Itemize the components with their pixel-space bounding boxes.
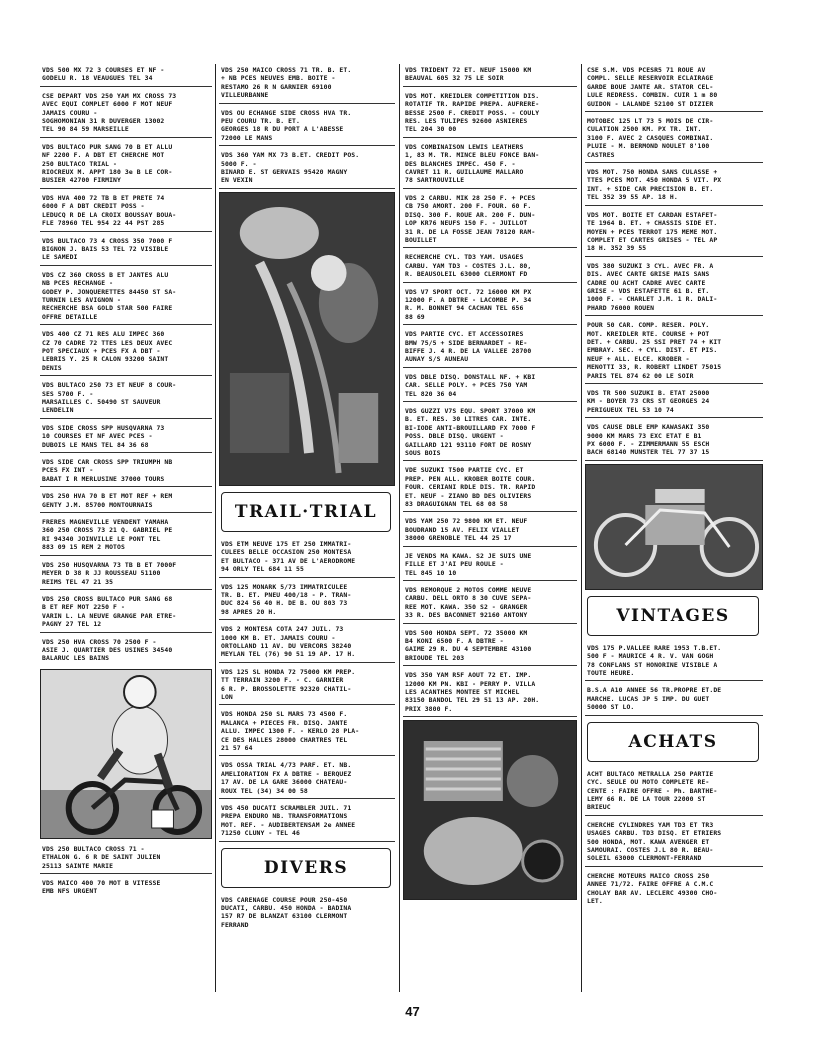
classified-ad: VDS 2 MONTESA COTA 247 JUIL. 73 1000 KM B. ET. JAMAIS COURU - ORTOLLAND 11 AV. DU VERCORS 38240 MEYLAN TEL (76) 90 51 19 AP. 17 H.	[219, 623, 395, 663]
classified-ad: VDS HVA 400 72 TB B ET PRETE 74 6000 F A DBT CREDIT POSS - LEDUCQ R DE LA CROIX BOUSSAY BOUA- FLE 78960 TEL 954 22 44 PST 285	[40, 192, 212, 232]
classified-ad: B.S.A A10 ANNEE 56 TR.PROPRE ET.DE MARCHE. LUCAS JP 5 IMP. DU GUET 50000 ST LO.	[585, 684, 763, 715]
classified-ad: VDE SUZUKI T500 PARTIE CYC. ET PREP. PEN ALL. KROBER BOITE COUR. FOUR. CERIANI RDLE DIS. TR. RAPID ET. NEUF - ZIANO BD DES OLIVIERS 83 DRAGUIGNAN TEL 68 08 58	[403, 464, 577, 512]
column-2	[219, 64, 395, 992]
classified-ad: VDS GUZZI V7S EQU. SPORT 37000 KM B. ET. RES. 30 LITRES CAR. INTE. BI-IODE ANTI-BROUILLARD FX 7000 F POSS. DBLE DISQ. URGENT - GAILLARD 121 93110 FORT DE ROSNY SOUS BOIS	[403, 405, 577, 461]
classified-ad: FRERES MAGNEVILLE VENDENT YAMAHA 360 250 CROSS 73 21 Q. GABRIEL PE RI 94340 JOINVILLE LE PONT TEL 883 09 15 REM 2 MOTOS	[40, 516, 212, 556]
column-divider	[581, 64, 582, 992]
classified-ad: VDS DBLE DISQ. DONSTALL NF. + KBI CAR. SELLE POLY. + PCES 750 YAM TEL 820 36 04	[403, 371, 577, 402]
classified-ad: VDS 250 HVA 70 B ET MOT REF + REM GENTY J.M. 85700 MONTOURNAIS	[40, 490, 212, 513]
section-heading-vintages	[587, 596, 759, 636]
column-divider	[215, 64, 216, 992]
classified-ad: VDS MAICO 400 70 MOT B VITESSE EMB NFS URGENT	[42, 878, 161, 896]
classified-ad: VDS 450 DUCATI SCRAMBLER JUIL. 71 PREPA ENDURO NB. TRANSFORMATIONS MOT. REF. - AUDIBERTENSAM 2e ANNEE 71250 CLUNY - TEL 46	[219, 802, 395, 842]
classified-ad: VDS OSSA TRIAL 4/73 PARF. ET. NB. AMELIORATION FX A DBTRE - BERQUEZ 17 AV. DE LA GARE 36000 CHATEAU- ROUX TEL (34) 34 00 58	[219, 759, 395, 799]
classified-ad: VDS YAM 250 72 9800 KM ET. NEUF BOUDRAND 15 AV. FELIX VIALLET 38000 GRENOBLE TEL 44 25 17	[403, 515, 577, 546]
classified-ad: CHERCHE MOTEURS MAICO CROSS 250 ANNEE 71/72. FAIRE OFFRE A C.M.C CHOLAY BAR AV. LECLERC 49300 CHO- LET.	[587, 871, 718, 905]
classified-ad: VDS BULTACO 73 4 CROSS 350 7000 F BIGNON J. BAIS 53 TEL 72 VISIBLE LE SAMEDI	[40, 235, 212, 266]
page-number: 47	[405, 1004, 420, 1019]
column-3	[403, 64, 577, 992]
classified-ad: VDS BULTACO 250 73 ET NEUF 8 COUR- SES 5700 F. - MARSAILLES C. 50490 ST SAUVEUR LENDELIN	[40, 379, 212, 419]
classified-ad: VDS TRIDENT 72 ET. NEUF 15000 KM BEAUVAL 605 32 75 LE SOIR	[403, 64, 577, 87]
classified-ad: VDS PARTIE CYC. ET ACCESSOIRES BMW 75/5 + SIDE BERNARDET - RE- BIFFE J. 4 R. DE LA VALLEE 28700 AUNAY S/S AUNEAU	[403, 328, 577, 368]
classified-ad: VDS HONDA 250 SL MARS 73 4500 F. MALANCA + PIECES FR. DISQ. JANTE ALLU. IMPEC 1300 F. - KERLO 28 PLA- CE DES HALLES 28000 CHARTRES TEL 21 57 64	[219, 708, 395, 756]
classified-ad: POUR 50 CAR. COMP. RESER. POLY. MOT. KREIDLER RTE. COURSE + POT DET. + CARBU. 25 SSI PRET 74 + KIT EMBRAY. SEC. + CYL. DIST. ET PIS. NEUF + ALL. ELCE. KROBER - MENOTTI 33, R. ROBERT LINDET 75015 PARIS TEL 874 62 00 LE SOIR	[585, 319, 763, 384]
classified-ad: VDS 400 CZ 71 RES ALU IMPEC 360 CZ 70 CADRE 72 TTES LES DEUX AVEC POT SPECIAUX + PCES FX A DBT - LEBRIS Y. 25 R CALON 93200 SAINT DENIS	[40, 328, 212, 376]
motorcycle-engine-photo	[219, 192, 395, 486]
classified-ad: VDS MOT. BOITE ET CARDAN ESTAFET- TE 1964 B. ET. + CHASSIS SIDE ET. MOYEN + PCES TERROT 175 MEME MOT. COMPLET ET CARTES GRISES - TEL AP 18 H. 352 39 55	[585, 209, 763, 257]
classified-ad: CHERCHE CYLINDRES YAM TD3 ET TR3 USAGES CARBU. TD3 DISQ. ET ETRIERS 500 HONDA, MOT. KAWA AVENGER ET SAMOURAI. COSTES J.L 80 R. BEAU- SOLEIL 63000 CLERMONT-FERRAND	[585, 819, 763, 867]
column-divider	[399, 64, 400, 992]
engine-closeup-photo	[403, 720, 577, 900]
classified-ad: VDS ETM NEUVE 175 ET 250 IMMATRI- CULEES BELLE OCCASION 250 MONTESA ET BULTACO - 371 AV DE L'AERODROME 94 ORLY TEL 684 11 55	[219, 538, 395, 578]
column-1	[40, 64, 212, 992]
classified-ad: VDS OU ECHANGE SIDE CROSS HVA TR. PEU COURU TR. B. ET. GEORGES 18 R DU PORT A L'ABESSE 72000 LE MANS	[219, 107, 395, 147]
classified-ad: VDS CAUSE DBLE EMP KAWASAKI 350 9000 KM MARS 73 EXC ETAT E B1 PX 6000 F. - ZIMMERMANN 55 ESCH BACH 68140 MUNSTER TEL 77 37 15	[585, 421, 763, 461]
section-title: ACHATS	[628, 731, 718, 752]
classified-ad: VDS MOT. KREIDLER COMPETITION DIS. ROTATIF TR. RAPIDE PREPA. AUFRERE- BESSE 2500 F. CREDIT POSS. - COULY RES. LES TULIPES 92600 ASNIERES TEL 204 30 00	[403, 90, 577, 138]
section-heading-trail-trial	[221, 492, 391, 532]
column-4	[585, 64, 763, 992]
classified-ad: VDS 125 MONARK 5/73 IMMATRICULEE TR. B. ET. PNEU 400/18 - P. TRAN- DUC 824 56 40 H. DE B. OU 803 73 98 APRES 20 H.	[219, 581, 395, 621]
classified-ad: MOTOBEC 125 LT 73 5 MOIS DE CIR- CULATION 2500 KM. PX TR. INT. 3100 F. AVEC 2 CASQUES COMBINAI. PLUIE - M. BERMOND NOULET 8'100 CASTRES	[585, 115, 763, 163]
classified-ad: VDS 2 CARBU. MIK 28 250 F. + PCES CB 750 AMORT. 200 F. FOUR. 60 F. DISQ. 300 F. ROUE AR. 200 F. DUN- LOP KR76 NEUFS 150 F. - JUILLOT 31 R. DE LA FOSSE JEAN 78120 RAM- BOUILLET	[403, 192, 577, 248]
section-heading-achats	[587, 722, 759, 762]
photo-caption: VDS 250 BULTACO CROSS 71 - ETHALON G. 6 R DE SAINT JULIEN 25113 SAINTE MARIE	[40, 843, 212, 874]
classified-ad: VDS CARENAGE COURSE POUR 250-450 DUCATI, CARBU. 450 HONDA - BADINA 157 R7 DE BLANZAT 63100 CLERMONT FERRAND	[221, 895, 352, 929]
classified-ad: VDS 500 MX 72 3 COURSES ET NF - GODELU R. 18 VEAUGUES TEL 34	[40, 64, 212, 87]
classified-ad: VDS COMBINAISON LEWIS LEATHERS 1, 83 M. TR. MINCE BLEU FONCE BAN- DES BLANCHES IMPEC. 450 F. - CAVRET 11 R. GUILLAUME MALLARO 78 SARTROUVILLE	[403, 141, 577, 189]
classified-ad: CSE DEPART VDS 250 YAM MX CROSS 73 AVEC EQUI COMPLET 6000 F MOT NEUF JAMAIS COURU - SOGHOMONIAN 31 R DUVERGER 13002 TEL 90 84 59 MARSEILLE	[40, 90, 212, 138]
classified-ad: VDS BULTACO PUR SANG 70 B ET ALLU NF 2200 F. A DBT ET CHERCHE MOT 250 BULTACO TRIAL - RIOCREUX M. APPT 180 3e B LE COR- BUSIER 42700 FIRMINY	[40, 141, 212, 189]
classified-ad: ACHT BULTACO METRALLA 250 PARTIE CYC. SEULE OU MOTO COMPLETE RE- CENTE : FAIRE OFFRE - Ph. BARTHE- LEMY 66 R. DE LA TOUR 22000 ST BRIEUC	[585, 768, 763, 816]
motocross-rider-photo	[40, 669, 212, 839]
section-title: TRAIL·TRIAL	[234, 501, 378, 522]
classified-ad: VDS SIDE CROSS SPP HUSQVARNA 73 10 COURSES ET NF AVEC PCES - DUBOIS LE MANS TEL 84 36 68	[40, 422, 212, 453]
classified-ad: VDS 500 HONDA SEPT. 72 35000 KM B4 KONI 6500 F. A DBTRE - GAIME 29 R. DU 4 SEPTEMBRE 43100 BRIOUDE TEL 203	[403, 627, 577, 667]
classified-ad: CSE S.M. VDS PCESR5 71 ROUE AV COMPL. SELLE RESERVOIR ECLAIRAGE GARDE BOUE JANTE AR. STATOR CEL- LULE REDRESS. COMBIN. CUIR 1 m 80 GUIDON - LALANDE 52100 ST DIZIER	[585, 64, 763, 112]
classified-ad: VDS TR 500 SUZUKI B. ETAT 25000 KM - BOYER 73 CRS ST GEORGES 24 PERIGUEUX TEL 53 10 74	[585, 387, 763, 418]
classified-ad: VDS 360 YAM MX 73 B.ET. CREDIT POS. 5000 F. - BINARD E. ST GERVAIS 95420 MAGNY EN VEXIN	[219, 149, 395, 189]
classified-ad: VDS 250 HUSQVARNA 73 TB B ET 7000F MEYER D 38 R JJ ROUSSEAU 51100 REIMS TEL 47 21 35	[40, 559, 212, 590]
section-title: DIVERS	[263, 857, 349, 878]
classified-ad: VDS 250 HVA CROSS 70 2500 F - ASIE J. QUARTIER DES USINES 34540 BALARUC LES BAINS	[42, 637, 173, 663]
classified-ad: VDS 125 SL HONDA 72 75000 KM PREP. TT TERRAIN 3200 F. - C. GARNIER 6 R. P. BROSSOLETTE 92320 CHATIL- LON	[219, 666, 395, 706]
classified-ad: VDS 380 SUZUKI 3 CYL. AVEC FR. A DIS. AVEC CARTE GRISE MAIS SANS CADRE OU ACHT CADRE AVEC CARTE GRISE - VDS ESTAFETTE 61 B. ET. 1000 F. - CHARLET J.M. 1 R. DALI- PHARD 76000 ROUEN	[585, 260, 763, 316]
ad-list	[40, 64, 212, 666]
classified-ad: VDS REMORQUE 2 MOTOS COMME NEUVE CARBU. DELL ORTO 8 30 CUVE SEPA- REE MOT. KAWA. 350 S2 - GRANGER 33 R. DES BACONNET 92160 ANTONY	[403, 584, 577, 624]
section-title: VINTAGES	[616, 605, 730, 626]
classified-ad: VDS V7 SPORT OCT. 72 16000 KM PX 12000 F. A DBTRE - LACOMBE P. 34 R. M. BONNET 94 CACHAN TEL 656 88 69	[403, 286, 577, 326]
classified-ad: JE VENDS MA KAWA. S2 JE SUIS UNE FILLE ET J'AI PEU ROULE - TEL 845 10 10	[403, 550, 577, 581]
classified-ad: VDS 175 P.VALLEE RARE 1953 T.B.ET. 500 F - MAURICE 4 R. V. VAN GOGH 78 CONFLANS ST HONORINE VISIBLE A TOUTE HEURE.	[585, 642, 763, 682]
vintage-motorcycle-photo	[585, 464, 763, 590]
classified-ad: RECHERCHE CYL. TD3 YAM. USAGES CARBU. YAM TD3 - COSTES J.L. 80, R. BEAUSOLEIL 63000 CLERMONT FD	[403, 251, 577, 282]
section-heading-divers	[221, 848, 391, 888]
classified-ad: VDS SIDE CAR CROSS SPP TRIUMPH NB PCES FX INT - BABAT I R MERLUSINE 37000 TOURS	[40, 456, 212, 487]
classified-ad: VDS 250 CROSS BULTACO PUR SANG 68 B ET REF MOT 2250 F - VARIN L. LA NEUVE GRANGE PAR ETRE- PAGNY 27 TEL 12	[40, 593, 212, 633]
classified-ad: VDS MOT. 750 HONDA SANS CULASSE + TTES PCES MOT. 450 HONDA 5 VIT. PX INT. + SIDE CAR PRECISION B. ET. TEL 352 39 55 AP. 18 H.	[585, 166, 763, 206]
classified-ad: VDS 350 YAM R5F AOUT 72 ET. IMP. 12000 KM PN. KBI - PERRY P. VILLA LES ACANTHES MONTEE ST MICHEL 83150 BANDOL TEL 29 51 13 AP. 20H. PRIX 3800 F.	[403, 669, 577, 717]
classified-ad: VDS CZ 360 CROSS B ET JANTES ALU NB PCES RECHANGE - GODEY P. JONQUERETTES 84450 ST SA- TURNIN LES AVIGNON - RECHERCHE BSA GOLD STAR 500 FAIRE OFFRE DETAILLE	[40, 269, 212, 325]
classified-ad: VDS 250 MAICO CROSS 71 TR. B. ET. + NB PCES NEUVES EMB. BOITE - RESTAMO 26 R N GARNIER 69100 VILLEURBANNE	[219, 64, 395, 104]
